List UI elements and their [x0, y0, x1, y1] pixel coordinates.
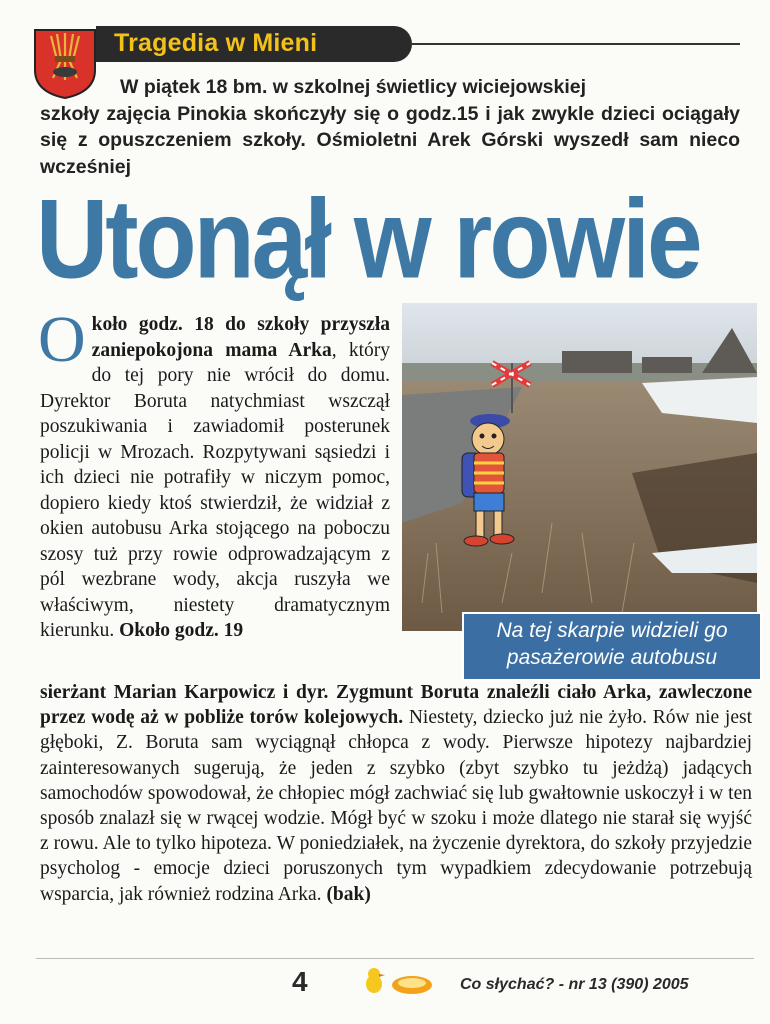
article-photo: [402, 303, 757, 631]
body-column-text: , który do tej pory nie wrócił do domu. Dyrektor Boruta natychmiast wszczął poszukiwania i zawiadomił posterunek policji w Mrozach. Rozpytywani sąsiedzi i ich dzieci nie potrafiły w niczym pomoc, dopiero kiedy ktoś stwierdził, że widział z okien autobusu Arka stojącego na poboczu szosy tuż przy rowie odprowadzającym z pól wezbrane wody, akcja ruszyła we właściwym, niestety dramatycznym kierunku.: [40, 339, 390, 641]
lead-rest: szkoły zajęcia Pinokia skończyły się o godz.15 i jak zwykle dzieci ociągały się z opuszczeniem szkoły. Ośmioletni Arek Górski wyszedł sam nieco wcześniej: [40, 102, 740, 178]
body-bold-opening: koło godz. 18 do szkoły przyszła zaniepokojona mama Arka: [91, 314, 390, 361]
lead-first-line: W piątek 18 bm. w szkolnej świetlicy wiciejowskiej: [120, 76, 587, 98]
body-full-text: Niestety, dziecko już nie żyło. Rów nie jest głęboki, Z. Boruta sam wyciągnął chłopca z wody. Pierwsze hipotezy najbardziej zainteresowanych sugerują, że jeden z szybko (zbyt szybko tu jeżdżą) jadących samochodów spowodował, że chłopiec mógł zachwiać się lub gwałtownie uskoczył i w ten sposób znalazł się w rwącej wodzie. Mógł być w szoku i może dlatego nie starał się wyjść z rowu. Ale to tylko hipoteza. W poniedziałek, na życzenie dyrektora, do szkoły przyjedzie psycholog - emocje dzieci poruszonych tym wypadkiem zdecydowanie potrzebują wsparcia, jak również rodzina Arka.: [40, 707, 752, 905]
body-bold-time: Około godz. 19: [119, 620, 244, 641]
photo-caption: [462, 612, 762, 681]
drop-cap: O: [38, 303, 86, 376]
caption-line-2: pasażerowie autobusu: [506, 646, 718, 669]
article-body-column: [38, 303, 390, 644]
rubric-title: Tragedia w Mieni: [114, 29, 318, 57]
footer-rule: [36, 958, 754, 959]
page-number: 4: [292, 966, 308, 997]
chick-egg-icon: [360, 966, 436, 996]
author-signature: (bak): [326, 883, 371, 905]
body-bold-finding: sierżant Marian Karpowicz i dyr. Zygmunt Boruta znaleźli ciało Arka, zawleczone przez wodę aż w pobliże torów kolejowych.: [40, 682, 752, 729]
article-body-full: [40, 680, 752, 907]
header-rule: [410, 43, 740, 45]
issue-info: Co słychać? - nr 13 (390) 2005: [460, 976, 689, 993]
caption-line-1: Na tej skarpie widzieli go: [496, 619, 728, 642]
article-lead: [40, 74, 740, 180]
section-rubric: [96, 26, 412, 62]
article-headline: Utonął w rowie: [36, 176, 700, 303]
